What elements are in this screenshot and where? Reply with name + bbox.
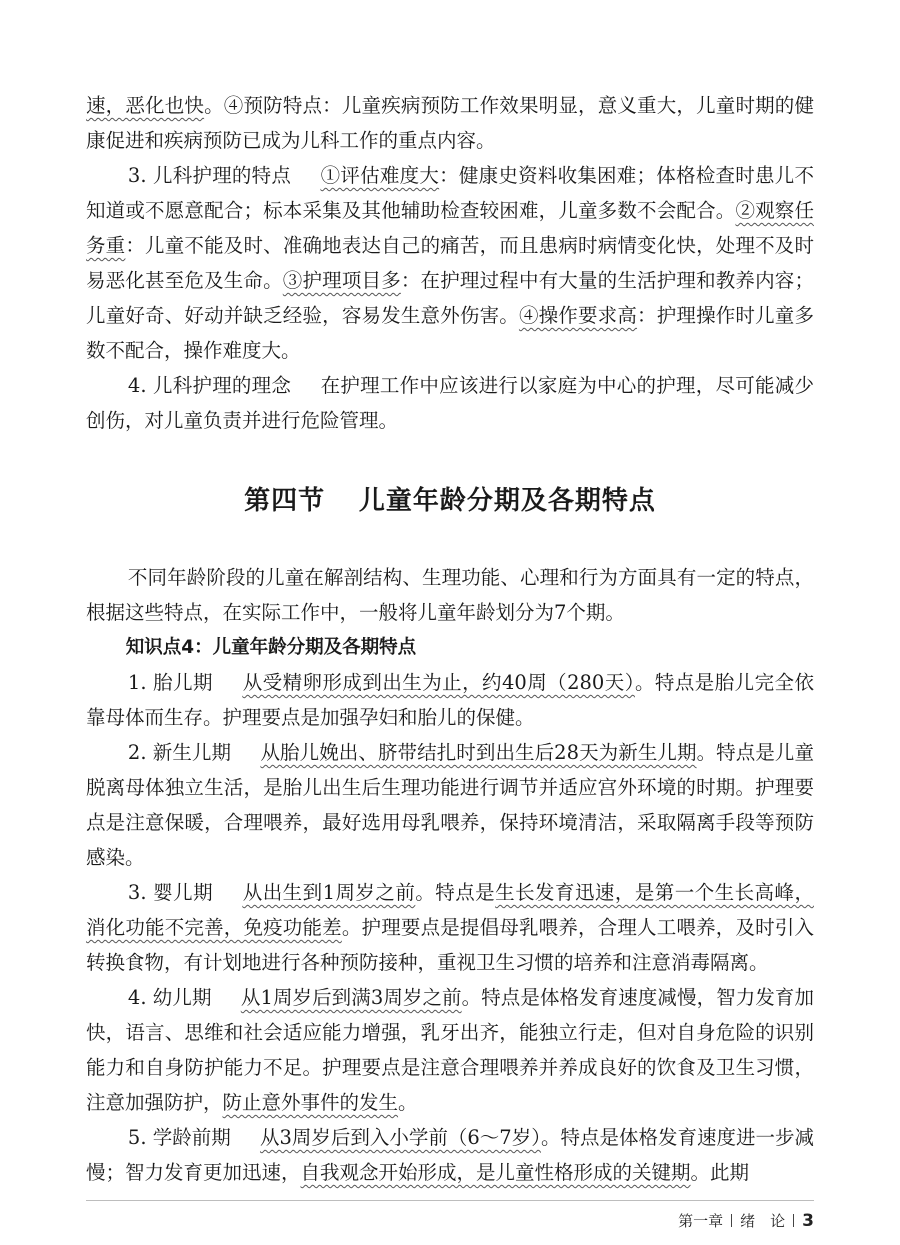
page-number: 3: [802, 1211, 814, 1231]
underlined-phrase: ①评估难度大: [320, 164, 440, 187]
item-heading: 1. 胎儿期: [127, 671, 214, 694]
underlined-phrase: 自我观念开始形成，是儿童性格形成的关键期: [300, 1161, 691, 1184]
underlined-phrase: 生长发育迅速，是第一个生长高峰，消化功能不完善，免疫功能差: [86, 881, 814, 939]
underlined-phrase: 从出生到1周岁之前: [242, 881, 416, 904]
underlined-phrase: ④操作要求高: [518, 304, 638, 327]
item-heading: 2. 新生儿期: [127, 741, 232, 764]
underlined-phrase: ②观察任务重: [86, 199, 814, 257]
paragraph-continuation: 速，恶化也快。④预防特点：儿童疾病预防工作效果明显，意义重大，儿童时期的健康促进和疾病预防已成为儿科工作的重点内容。: [86, 94, 814, 152]
page-body: [86, 88, 814, 1184]
underlined-phrase: 从3周岁后到入小学前（6～7岁）: [259, 1126, 541, 1149]
paragraph-nursing-concept: 4. 儿科护理的理念 在护理工作中应该进行以家庭为中心的护理，尽可能减少创伤，对儿童负责并进行危险管理。: [86, 374, 814, 432]
knowledge-point-heading: 知识点4：儿童年龄分期及各期特点: [125, 637, 417, 658]
underlined-phrase: 从受精卵形成到出生为止，约40周（280天）: [242, 671, 635, 694]
item-heading: 3. 儿科护理的特点: [127, 164, 292, 187]
item-heading: 5. 学龄前期: [127, 1126, 231, 1149]
item-heading: 4. 幼儿期: [127, 986, 212, 1009]
paragraph-fetal-period: 1. 胎儿期 从受精卵形成到出生为止，约40周（280天）。特点是胎儿完全依靠母体而生存。护理要点是加强孕妇和胎儿的保健。: [86, 671, 814, 729]
item-heading: 3. 婴儿期: [127, 881, 214, 904]
divider: [793, 1214, 794, 1227]
section-body: [86, 560, 814, 1190]
underlined-phrase: 速，恶化也快: [86, 94, 205, 117]
section-title: 第四节 儿童年龄分期及各期特点: [244, 486, 656, 516]
running-footer: [678, 1210, 814, 1231]
paragraph-intro: 不同年龄阶段的儿童在解剖结构、生理功能、心理和行为方面具有一定的特点，根据这些特点，在实际工作中，一般将儿童年龄划分为7个期。: [86, 566, 814, 624]
underlined-phrase: ③护理项目多: [282, 269, 401, 292]
underlined-phrase: 从1周岁后到满3周岁之前: [240, 986, 462, 1009]
underlined-phrase: 从胎儿娩出、脐带结扎时到出生后28天为新生儿期: [260, 741, 697, 764]
paragraph-toddler-period: 4. 幼儿期 从1周岁后到满3周岁之前。特点是体格发育速度减慢，智力发育加快，语言、思维和社会适应能力增强，乳牙出齐，能独立行走，但对自身危险的识别能力和自身防护能力不足。护理要点是注意合理喂养并养成良好的饮食及卫生习惯，注意加强防护，防止意外事件的发生。: [86, 986, 814, 1114]
underlined-phrase: 防止意外事件的发生: [222, 1091, 399, 1114]
paragraph-neonatal-period: 2. 新生儿期 从胎儿娩出、脐带结扎时到出生后28天为新生儿期。特点是儿童脱离母体独立生活，是胎儿出生后生理功能进行调节并适应宫外环境的时期。护理要点是注意保暖，合理喂养，最好选用母乳喂养，保持环境清洁，采取隔离手段等预防感染。: [86, 741, 814, 869]
item-heading: 4. 儿科护理的理念: [127, 374, 292, 397]
paragraph-infancy: 3. 婴儿期 从出生到1周岁之前。特点是生长发育迅速，是第一个生长高峰，消化功能不完善，免疫功能差。护理要点是提倡母乳喂养，合理人工喂养，及时引入转换食物，有计划地进行各种预防接种，重视卫生习惯的培养和注意消毒隔离。: [86, 881, 814, 974]
chapter-label: 第一章: [678, 1212, 724, 1230]
paragraph-nursing-features: 3. 儿科护理的特点 ①评估难度大：健康史资料收集困难；体格检查时患儿不知道或不愿意配合；标本采集及其他辅助检查较困难，儿童多数不会配合。②观察任务重：儿童不能及时、准确地表达自己的痛苦，而且患病时病情变化快，处理不及时易恶化甚至危及生命。③护理项目多：在护理过程中有大量的生活护理和教养内容；儿童好奇、好动并缺乏经验，容易发生意外伤害。④操作要求高：护理操作时儿童多数不配合，操作难度大。: [86, 164, 814, 362]
page-footer: [0, 1200, 900, 1231]
divider: [731, 1214, 732, 1227]
chapter-title: 绪 论: [740, 1212, 786, 1230]
paragraph-preschool-period: 5. 学龄前期 从3周岁后到入小学前（6～7岁）。特点是体格发育速度进一步减慢；智力发育更加迅速，自我观念开始形成，是儿童性格形成的关键期。此期: [86, 1126, 814, 1184]
footer-rule: [86, 1200, 814, 1201]
